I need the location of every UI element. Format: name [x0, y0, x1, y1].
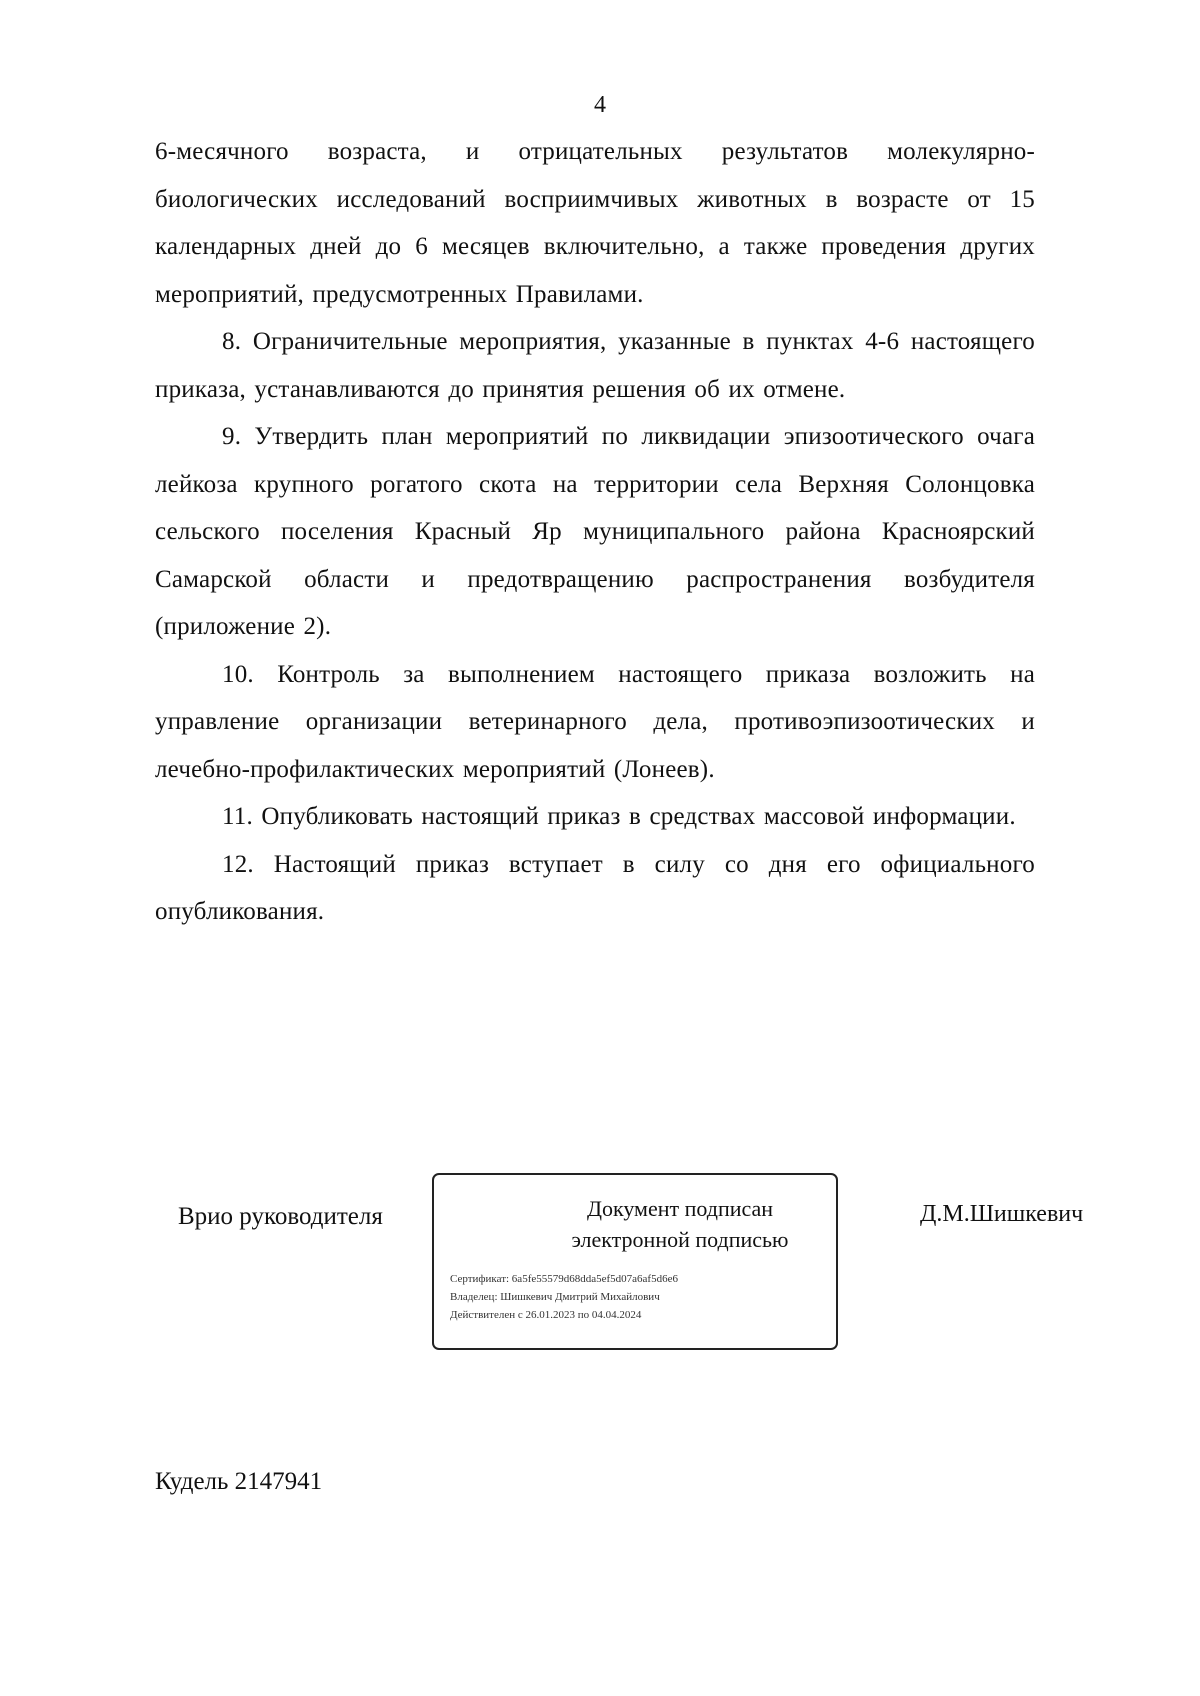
- stamp-title-line-1: Документ подписан: [586, 1196, 774, 1221]
- paragraph-item-9: 9. Утвердить план мероприятий по ликвидации эпизоотического очага лейкоза крупного рогатого скота на территории села Верхняя Солонцовка сельского поселения Красный Яр муниципального района Красноярский Самарской области и предотвращению распространения возбудителя (приложение 2).: [155, 423, 1035, 640]
- paragraph-continuation: 6-месячного возраста, и отрицательных результатов молекулярно-биологических исследований восприимчивых животных в возрасте от 15 календарных дней до 6 месяцев включительно, а также проведения других мероприятий, предусмотренных Правилами.: [155, 138, 1035, 308]
- signer-name: Д.М.Шишкевич: [920, 1201, 1084, 1227]
- executor-contact: Кудель 2147941: [155, 1468, 323, 1495]
- page-number: 4: [594, 92, 606, 118]
- document-body: [155, 128, 1035, 936]
- stamp-validity: Действителен с 26.01.2023 по 04.04.2024: [450, 1309, 642, 1321]
- paragraph-item-11: 11. Опубликовать настоящий приказ в средствах массовой информации.: [222, 803, 1016, 830]
- signature-block: [0, 1173, 1200, 1353]
- stamp-owner: Владелец: Шишкевич Дмитрий Михайлович: [450, 1291, 660, 1303]
- stamp-certificate: Сертификат: 6a5fe55579d68dda5ef5d07a6af5d6e6: [450, 1273, 678, 1285]
- paragraph-item-12: 12. Настоящий приказ вступает в силу со дня его официального опубликования.: [155, 850, 1035, 925]
- stamp-title-line-2: электронной подписью: [571, 1227, 789, 1252]
- signer-role: Врио руководителя: [178, 1203, 383, 1230]
- electronic-signature-stamp: [432, 1173, 838, 1350]
- stamp-title: [434, 1193, 836, 1255]
- stamp-details: [450, 1270, 678, 1324]
- paragraph-item-8: 8. Ограничительные мероприятия, указанные в пунктах 4-6 настоящего приказа, устанавливаются до принятия решения об их отмене.: [155, 328, 1035, 403]
- paragraph-item-10: 10. Контроль за выполнением настоящего приказа возложить на управление организации ветеринарного дела, противоэпизоотических и лечебно-профилактических мероприятий (Лонеев).: [155, 660, 1035, 783]
